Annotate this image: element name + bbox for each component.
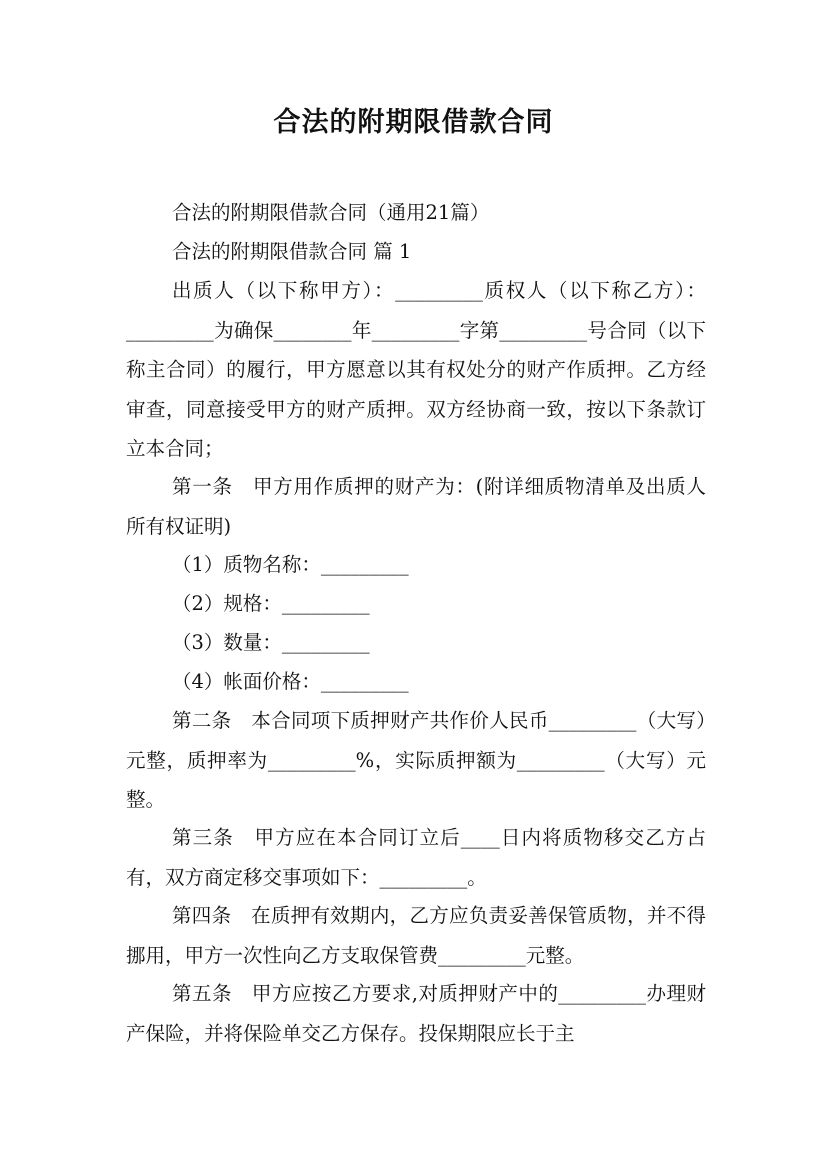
article-1: 第一条 甲方用作质押的财产为：(附详细质物清单及出质人所有权证明) bbox=[126, 475, 706, 538]
document-title: 合法的附期限借款合同 bbox=[273, 107, 554, 138]
article-3: 第三条 甲方应在本合同订立后____日内将质物移交乙方占有，双方商定移交事项如下：_________。 bbox=[126, 826, 706, 889]
article-2: 第二条 本合同项下质押财产共作价人民币_________（大写）元整，质押率为_________%，实际质押额为_________（大写）元整。 bbox=[126, 709, 706, 811]
list-item-pledge-name: （1）质物名称：_________ bbox=[172, 553, 409, 576]
list-item-quantity: （3）数量：_________ bbox=[172, 631, 370, 654]
article-5: 第五条 甲方应按乙方要求,对质押财产中的_________办理财产保险，并将保险单交乙方保存。投保期限应长于主 bbox=[126, 982, 706, 1045]
paragraph-parties: 出质人（以下称甲方）：_________质权人（以下称乙方）：_________为确保________年_________字第_________号合同（以下称主合同）的履行，甲方愿意以其有权处分的财产作质押。乙方经审查，同意接受甲方的财产质押。双方经协商一致，按以下条款订立本合同； bbox=[126, 279, 706, 460]
document-subtitle: 合法的附期限借款合同（通用21篇） bbox=[172, 201, 490, 224]
list-item-book-value: （4）帐面价格：_________ bbox=[172, 670, 409, 693]
section-heading: 合法的附期限借款合同 篇 1 bbox=[172, 240, 412, 263]
article-4: 第四条 在质押有效期内，乙方应负责妥善保管质物，并不得挪用，甲方一次性向乙方支取保管费_________元整。 bbox=[126, 904, 706, 967]
list-item-spec: （2）规格：_________ bbox=[172, 592, 370, 615]
